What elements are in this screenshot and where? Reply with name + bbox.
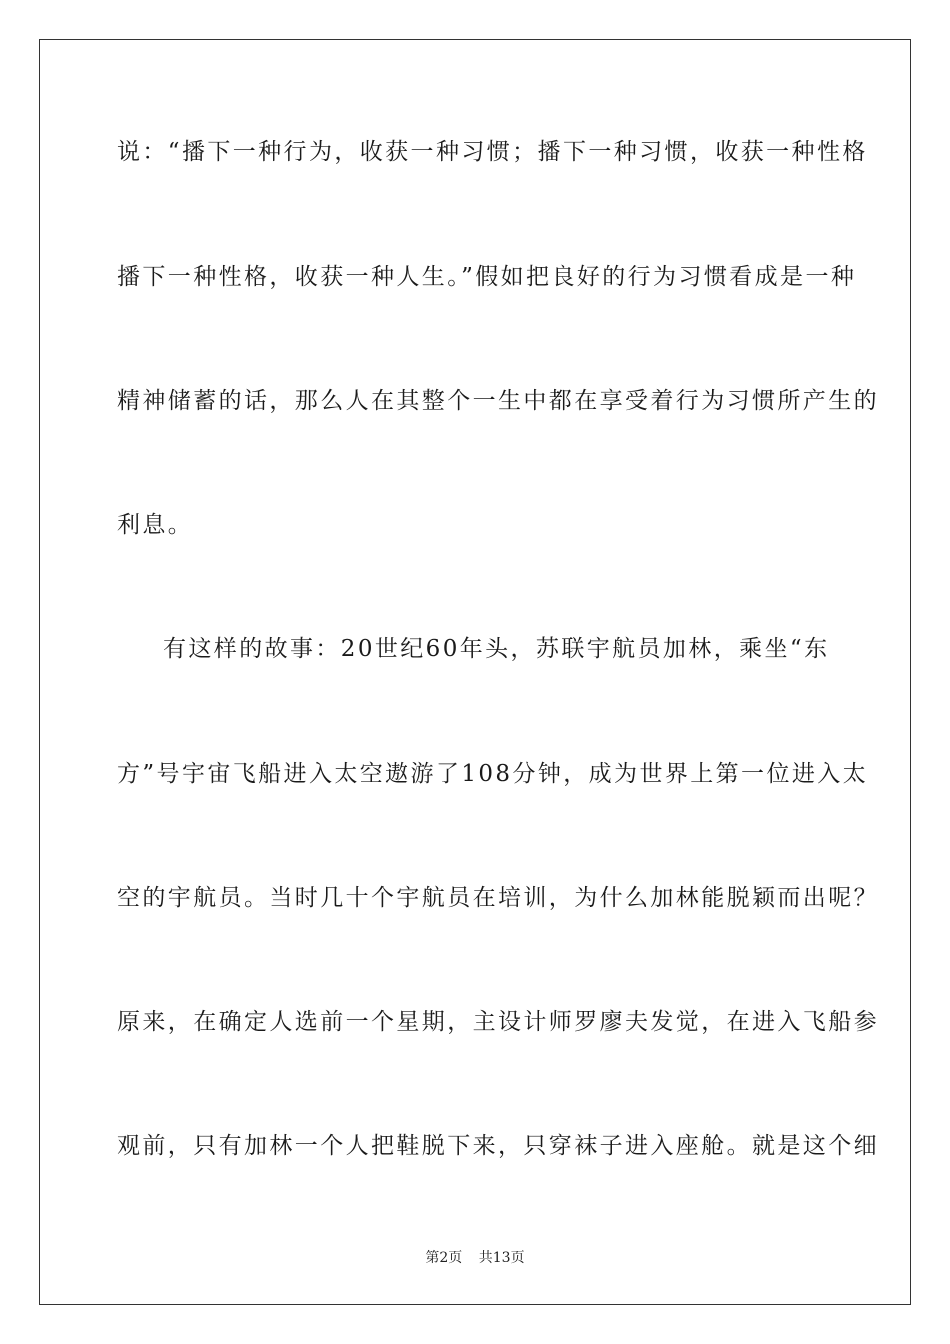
- body-line-6: 方”号宇宙飞船进入太空遨游了108分钟，成为世界上第一位进入太: [117, 761, 869, 787]
- page-number: 第2页: [425, 1250, 463, 1266]
- body-line-7: 空的宇航员。当时几十个宇航员在培训，为什么加林能脱颖而出呢？: [117, 885, 879, 911]
- body-line-4: 利息。: [117, 512, 194, 538]
- body-line-8: 原来，在确定人选前一个星期，主设计师罗廖夫发觉，在进入飞船参: [117, 1009, 879, 1035]
- body-line-9: 观前，只有加林一个人把鞋脱下来，只穿袜子进入座舱。就是这个细: [117, 1133, 879, 1159]
- page-total: 共13页: [478, 1250, 525, 1266]
- body-line-3: 精神储蓄的话，那么人在其整个一生中都在享受着行为习惯所产生的: [117, 388, 879, 414]
- page-border: [39, 39, 911, 1305]
- body-line-5: 有这样的故事：20世纪60年头，苏联宇航员加林，乘坐“东: [163, 636, 830, 662]
- page-footer: [0, 1249, 950, 1267]
- body-line-1: 说：“播下一种行为，收获一种习惯；播下一种习惯，收获一种性格: [117, 139, 868, 165]
- body-line-2: 播下一种性格，收获一种人生。”假如把良好的行为习惯看成是一种: [117, 264, 857, 290]
